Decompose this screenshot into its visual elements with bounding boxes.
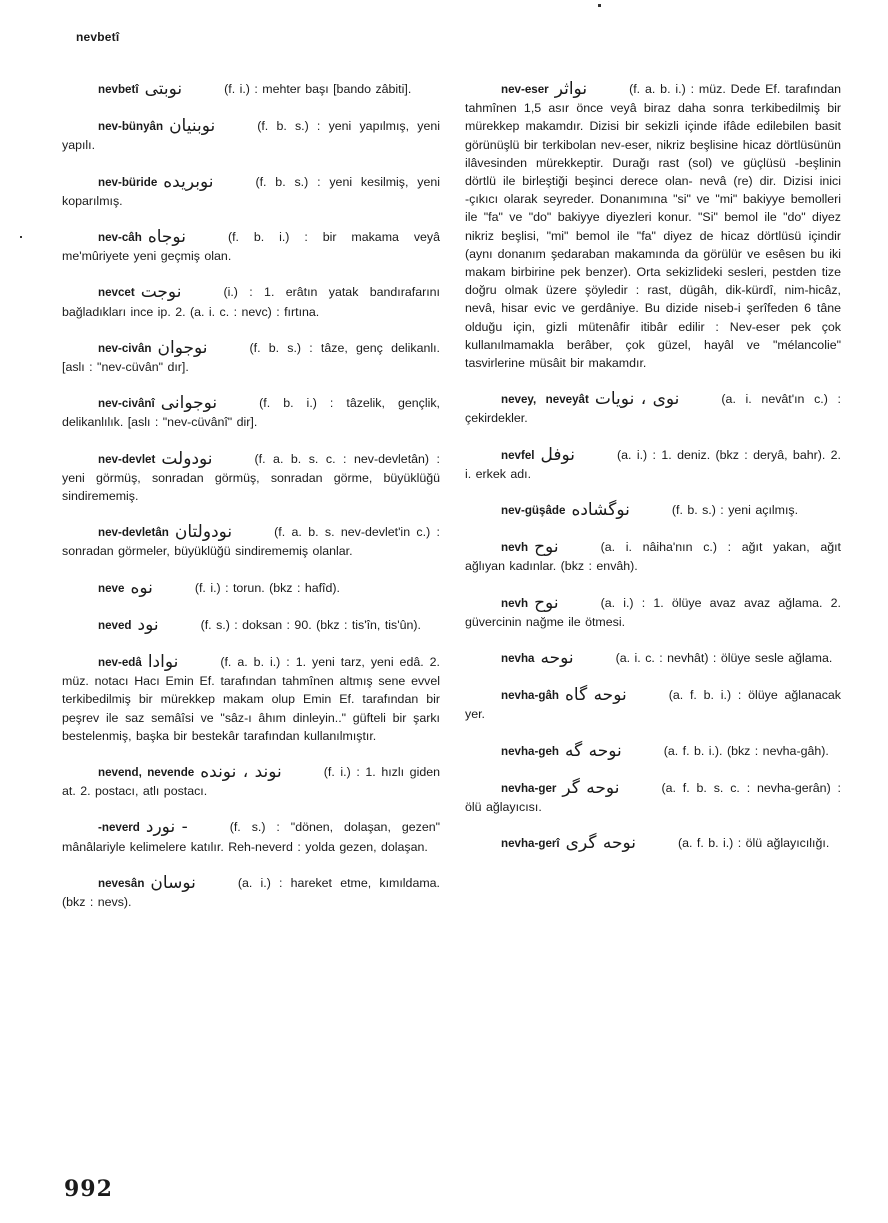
dictionary-entry: nevh نوح (a. i. nâiha'nın c.) : ağıt yakan, ağıt ağlıyan kadınlar. (bkz : envâh). [465,537,841,574]
entry-definition: (a. i.) : 1. deniz. (bkz : deryâ, bahr). 2. i. erkek adı. [465,447,841,481]
entry-definition: (a. i. nevât'ın c.) : çekirdekler. [465,392,841,426]
dictionary-entry: nev-bünyân نوبنیان (f. b. s.) : yeni yapılmış, yeni yapılı. [62,116,440,153]
dictionary-entry: nev-câh نوجاه (f. b. i.) : bir makama veyâ me'mûriyete yeni geçmiş olan. [62,227,440,264]
entry-definition: (f. a. b. i.) : 1. yeni tarz, yeni edâ. 2. müz. notacı Hacı Emin Ef. tarafından tahmînen altmış sene evvel terkibedilmiş bir mürekkep makam olup Emin Ef. tarafından bir peşrev ile saz semâîsi ve "sâz-ı âhım dinleyin.." güfteli bir şarkı bestelenmiş, başka bir bestekâr tarafından kullanılmıştır. [62,655,440,743]
entry-definition: (f. s.) : doksan : 90. (bkz : tis'în, tis'ûn). [200,617,421,632]
dictionary-entry: neve نوه (f. i.) : torun. (bkz : hafîd). [98,577,340,598]
entry-headword: nev-büride [98,175,158,189]
page-header: nevbetî [76,30,120,44]
entry-headword: nev-güşâde [501,504,566,518]
entry-definition: (i.) : 1. erâtın yatak bandırafarını bağladıkları ince ip. 2. (a. i. c. : nevc) : fırtına. [62,285,440,319]
entry-headword: nevha-ger [501,781,557,795]
entry-headword: nev-eser [501,83,549,96]
entry-headword: nev-civânî [98,397,155,411]
dictionary-entry: nevesân نوسان (a. i.) : hareket etme, kımıldama. (bkz : nevs). [62,872,440,910]
entry-definition: (f. a. b. s. c. : nev-devletân) : yeni görmüş, sonradan görmüş, sonradan görme, büyüklüğü sindirememiş. [62,451,440,504]
dictionary-entry: nev-büride نوبریده (f. b. s.) : yeni kesilmiş, yeni koparılmış. [62,171,440,208]
entry-definition: (f. i.) : mehter başı [bando zâbiti]. [224,82,412,96]
entry-definition: (f. b. s.) : yeni yapılmış, yeni yapılı. [62,119,440,153]
dictionary-entry: nevbetî نوبتی (f. i.) : mehter başı [bando zâbiti]. [98,79,412,99]
dictionary-entry: nevha نوحه (a. i. c. : nevhât) : ölüye sesle ağlama. [501,648,833,669]
dictionary-entry: nevha-geh نوحه گه (a. f. b. i.). (bkz : nevha-gâh). [501,740,829,761]
dictionary-entry: nev-devletân نودولتان (f. a. b. s. nev-devlet'in c.) : sonradan görmeler, büyüklüğü sindirememiş olanlar. [62,522,440,559]
right-column [465,80,841,872]
scan-speck [598,4,601,7]
dictionary-entry: nev-güşâde نوگشاده (f. b. s.) : yeni açılmış. [501,500,799,521]
entry-definition: (f. i.) : 1. hızlı giden at. 2. postacı, atlı postacı. [62,765,440,799]
entry-headword: nevbetî [98,83,139,96]
dictionary-entry: -neverd - نورد (f. s.) : "dönen, dolaşan, gezen" mânâlariyle kelimelere katılır. Reh-neverd : yolda gezen, dolaşan. [62,817,440,854]
entry-definition: (f. s.) : "dönen, dolaşan, gezen" mânâlariyle kelimelere katılır. Reh-neverd : yolda gezen, dolaşan. [62,820,440,854]
entry-definition: (a. f. b. i.) : ölü ağlayıcılığı. [677,836,830,851]
dictionary-entry: nevfel نوفل (a. i.) : 1. deniz. (bkz : deryâ, bahr). 2. i. erkek adı. [465,444,841,481]
entry-headword: nevh [501,596,529,610]
entry-definition: (a. i. nâiha'nın c.) : ağıt yakan, ağıt ağlıyan kadınlar. (bkz : envâh). [465,540,841,574]
dictionary-entry: nev-civânî نوجوانی (f. b. i.) : tâzelik, gençlik, delikanlılık. [aslı : "nev-cüvânî" dir]. [62,393,440,430]
entry-definition: (f. b. s.) : tâze, genç delikanlı. [aslı : "nev-cüvân" dır]. [62,340,440,375]
entry-headword: nevfel [501,448,535,462]
entry-definition: (a. i.) : 1. ölüye avaz avaz ağlama. 2. güvercinin nağme ile ötmesi. [465,595,841,629]
entry-headword: nev-edâ [98,656,142,670]
entry-definition: (a. f. b. i.) : ölüye ağlanacak yer. [465,688,841,722]
entry-headword: nevha [501,652,535,666]
entry-definition: (f. b. i.) : tâzelik, gençlik, delikanlılık. [aslı : "nev-cüvânî" dir]. [62,396,440,430]
dictionary-entry: neved نود (f. s.) : doksan : 90. (bkz : tis'în, tis'ûn). [98,614,421,635]
entry-headword: nevcet [98,286,135,300]
entry-definition: (a. i.) : hareket etme, kımıldama. (bkz : nevs). [62,875,440,910]
page-number: 992 [64,1176,113,1202]
entry-headword: nevesân [98,876,145,890]
dictionary-entry: nevh نوح (a. i.) : 1. ölüye avaz avaz ağlama. 2. güvercinin nağme ile ötmesi. [465,592,841,629]
dictionary-entry: nevha-gerî نوحه گری (a. f. b. i.) : ölü ağlayıcılığı. [501,833,830,854]
scan-speck [20,236,22,238]
entry-headword: nevend, nevende [98,766,195,780]
entry-headword: nev-devletân [98,526,169,540]
dictionary-entry: nev-devlet نودولت (f. a. b. s. c. : nev-devletân) : yeni görmüş, sonradan görmüş, sonradan görme, büyüklüğü sindirememiş. [62,448,440,504]
entry-headword: nev-bünyân [98,120,164,134]
entry-definition: (f. b. s.) : yeni açılmış. [671,503,799,518]
dictionary-entry: nev-eser نواثر (f. a. b. i.) : müz. Dede Ef. tarafından tahmînen 1,5 asır önce veyâ biraz daha sonra terkibedilmiş bir mürekkep makamdır. Dizisi bir sekizli içinde ifâde edilebilen basit görünüşlü bir terkibolan nev-eser, nikriz beşlisine hicaz dörtlüsünün ilâvesinden mürekkeptir. Durağı rast (sol) ve güçlüsü -beşlinin dörtlü ile birleştiği beşinci derece olan- nevâ (re) dir. Dizisi inici -çıkıcı olarak seyreder. Donanımına "si" ve "mi" bakiyye bemolleri ile "fa" ve "do" bakiyye diyezleri konur. "Si" bemol ile "do" diyez nikriz beşlisi, "mi" bemol ile "fa" diyez de hicaz dörtlüsü içindir (aynı donanım şedaraban makamında da görülür ve esêsen bu iki makam birbirine pek benzer). Orta sekizlideki sesleri, pestden tize doğru olmak üzere şöyledir : rast, dügâh, dik-kürdî, nim-hicâz, nevâ, hisar evic ve gerdâniye. Bu dizide niseb-i şerîfeden 6 tâne olduğu için, gizli mütenâfir itibâr edilir : Nev-eser pek çok kullanılmamakla berâber, çok güzel, hayâl ve "mélancolie" tasvirlerine müsâit bir makamdır. [465,79,841,371]
entry-definition: (f. b. i.) : bir makama veyâ me'mûriyete yeni geçmiş olan. [62,230,440,264]
entry-headword: nev-civân [98,341,152,355]
entry-headword: nevh [501,541,529,555]
entry-definition: (f. a. b. i.) : müz. Dede Ef. tarafından tahmînen 1,5 asır önce veyâ biraz daha sonra terkibedilmiş bir mürekkep makamdır. Dizisi bir sekizli içinde ifâde edilebilen basit görünüşlü bir terkibolan nev-eser, nikriz beşlisine hicaz dörtlüsünün ilâvesinden mürekkeptir. Durağı rast (sol) ve güçlüsü -beşlinin dörtlü ile birleştiği beşinci derece olan- nevâ (re) dir. Dizisi inici -çıkıcı olarak seyreder. Donanımına "si" ve "mi" bakiyye bemolleri ile "fa" ve "do" bakiyye diyezleri konur. "Si" bemol ile "do" diyez nikriz beşlisi, "mi" bemol ile "fa" diyez de hicaz dörtlüsü içindir (aynı donanım şedaraban makamında da görülür ve esêsen bu iki makam birbirine pek benzer). Orta sekizlideki sesleri, pestden tize doğru olmak üzere şöyledir : rast, dügâh, dik-kürdî, nim-hicâz, nevâ, hisar evic ve gerdâniye. Bu dizide niseb-i şerîfeden 6 tâne olduğu için, gizli mütenâfir itibâr edilir : Nev-eser pek çok kullanılmamakla berâber, çok güzel, hayâl ve "mélancolie" tasvirlerine müsâit bir makamdır. [465,82,841,371]
dictionary-entry: nevha-gâh نوحه گاه (a. f. b. i.) : ölüye ağlanacak yer. [465,685,841,722]
entry-headword: nevha-gâh [501,689,559,703]
entry-definition: (f. a. b. s. nev-devlet'in c.) : sonradan görmeler, büyüklüğü sindirememiş olanlar. [62,525,440,559]
entry-headword: neved [98,618,132,632]
entry-definition: (f. i.) : torun. (bkz : hafîd). [194,580,340,595]
entry-headword: nevey, neveyât [501,393,589,407]
entry-headword: nevha-geh [501,744,559,758]
dictionary-entry: nevha-ger نوحه گر (a. f. b. s. c. : nevha-gerân) : ölü ağlayıcısı. [465,777,841,815]
dictionary-entry: nevcet نوجت (i.) : 1. erâtın yatak bandırafarını bağladıkları ince ip. 2. (a. i. c. : nevc) : fırtına. [62,282,440,319]
dictionary-entry: nevey, neveyât نوی ، نویات (a. i. nevât'ın c.) : çekirdekler. [465,389,841,426]
entry-headword: neve [98,581,125,595]
entry-headword: nev-devlet [98,452,156,466]
dictionary-entry: nev-edâ نوادا (f. a. b. i.) : 1. yeni tarz, yeni edâ. 2. müz. notacı Hacı Emin Ef. tarafından tahmînen altmış sene evvel terkibedilmiş bir mürekkep makam olup Emin Ef. tarafından bir peşrev ile saz semâîsi ve "sâz-ı âhım dinleyin.." güfteli bir şarkı bestelenmiş, başka bir bestekâr tarafından kullanılmıştır. [62,652,440,743]
entry-definition: (a. f. b. i.). (bkz : nevha-gâh). [663,743,829,758]
dictionary-entry: nevend, nevende نوند ، نونده (f. i.) : 1. hızlı giden at. 2. postacı, atlı postacı. [62,762,440,799]
entry-headword: nevha-gerî [501,837,560,851]
entry-definition: (f. b. s.) : yeni kesilmiş, yeni koparılmış. [62,174,440,208]
entry-headword: -neverd [98,821,140,835]
left-column [62,80,440,929]
entry-headword: nev-câh [98,231,142,245]
dictionary-entry: nev-civân نوجوان (f. b. s.) : tâze, genç delikanlı. [aslı : "nev-cüvân" dır]. [62,337,440,375]
entry-definition: (a. f. b. s. c. : nevha-gerân) : ölü ağlayıcısı. [465,780,841,815]
entry-definition: (a. i. c. : nevhât) : ölüye sesle ağlama. [615,651,833,666]
